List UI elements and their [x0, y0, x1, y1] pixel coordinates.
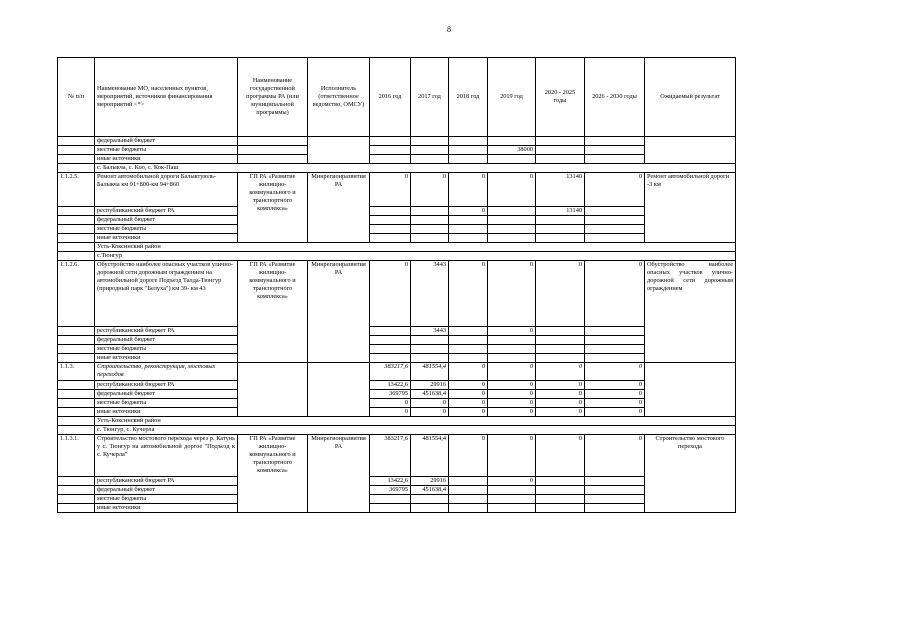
table-row [58, 345, 736, 354]
table-row [58, 408, 736, 417]
cell-value: 0 [536, 435, 585, 477]
cell-value: 29916 [411, 381, 449, 390]
cell-value: 0 [449, 399, 488, 408]
header-program: Наименование государственной программы РА (или муниципальной программы) [238, 58, 308, 137]
row-label: иные источники [95, 354, 238, 363]
row-label: федеральный бюджет [95, 336, 238, 345]
row-label: местные бюджеты [95, 495, 238, 504]
table-row [58, 354, 736, 363]
table-row [58, 399, 736, 408]
cell-value: 0 [449, 363, 488, 381]
cell-value: 0 [488, 390, 536, 399]
location-label: с. Балыкча, с. Коо, с. Кок-Паш [95, 164, 736, 173]
item-name: Строительство, реконструкция, мостовых переходов [95, 363, 238, 381]
item-executor: Минрегионразвития РА [308, 435, 370, 513]
header-2020-2025: 2020 - 2025 годы [536, 58, 585, 137]
table-row [58, 504, 736, 513]
table-row [58, 216, 736, 225]
cell-value: 481554,4 [411, 363, 449, 381]
cell-value: 3443 [411, 261, 449, 327]
cell-value: 0 [585, 435, 645, 477]
cell-value: 0 [370, 173, 411, 207]
district-row [58, 243, 736, 252]
cell-value: 0 [585, 399, 645, 408]
row-label: иные источники [95, 504, 238, 513]
item-program: ГП РА «Развитие жилищно-коммунального и транспортного комплекса» [238, 435, 308, 513]
table-row [58, 137, 736, 146]
table-row [58, 225, 736, 234]
table-row [58, 234, 736, 243]
cell-value: 0 [449, 390, 488, 399]
row-label: республиканский бюджет РА [95, 381, 238, 390]
cell-value: 13422,6 [370, 381, 411, 390]
item-result: Обустройство наиболее опасных участков улично-дорожной сети дорожным ограждением [645, 261, 736, 363]
table-row [58, 327, 736, 336]
item-result: Строительство мостового перехода [645, 435, 736, 513]
row-label: иные источники [95, 155, 238, 164]
table-row [58, 495, 736, 504]
header-2016: 2016 год [370, 58, 411, 137]
cell-value: 0 [536, 261, 585, 327]
location-label: с.Тюнгур [95, 252, 736, 261]
district-label: Усть-Коксинский район [95, 417, 736, 426]
cell-value: 29916 [411, 477, 449, 486]
cell-value: 0 [488, 381, 536, 390]
cell-value: 0 [488, 408, 536, 417]
location-row [58, 164, 736, 173]
cell-value: 0 [449, 207, 488, 216]
program-table [57, 57, 736, 513]
cell-value: 0 [449, 261, 488, 327]
table-row [58, 381, 736, 390]
cell-value: 0 [536, 363, 585, 381]
table-row [58, 390, 736, 399]
cell-value: 369795 [370, 390, 411, 399]
cell-value: 383217,6 [370, 363, 411, 381]
location-label: с. Тюнгур, с. Кучерла [95, 426, 736, 435]
header-2018: 2018 год [449, 58, 488, 137]
row-label: местные бюджеты [95, 146, 238, 155]
cell-value: 0 [585, 261, 645, 327]
item-name: Строительство мостового перехода через р. Катунь у с. Тюнгур на автомобильной доргое "Подъезд к с. Кучерла" [95, 435, 238, 477]
cell-value: 369795 [370, 486, 411, 495]
table-row [58, 261, 736, 327]
cell-value: 451638,4 [411, 486, 449, 495]
header-num: № п/п [58, 58, 95, 137]
cell-value: 0 [536, 408, 585, 417]
header-result: Ожидаемый результат [645, 58, 736, 137]
row-label: иные источники [95, 408, 238, 417]
table-row [58, 477, 736, 486]
cell-value: 0 [488, 477, 536, 486]
header-2019: 2019 год [488, 58, 536, 137]
cell-value: 0 [585, 408, 645, 417]
cell-value: 0 [449, 173, 488, 207]
item-number: 1.1.3. [58, 363, 95, 381]
cell-value: 13140 [536, 207, 585, 216]
table-row [58, 173, 736, 207]
row-label: местные бюджеты [95, 345, 238, 354]
item-number: 1.1.2.6. [58, 261, 95, 327]
row-label: республиканский бюджет РА [95, 477, 238, 486]
item-program: ГП РА «Развитие жилищно-коммунального и транспортного комплекса» [238, 173, 308, 243]
item-number: 1.1.2.5. [58, 173, 95, 207]
cell-value: 0 [585, 173, 645, 207]
cell-value: 0 [488, 173, 536, 207]
cell-value: 0 [411, 399, 449, 408]
district-label: Усть-Коксинский район [95, 243, 736, 252]
cell-value: 0 [536, 390, 585, 399]
cell-value: 0 [585, 381, 645, 390]
item-program: ГП РА «Развитие жилищно-коммунального и транспортного комплекса» [238, 261, 308, 363]
cell-value: 3443 [411, 327, 449, 336]
cell-value: 0 [411, 408, 449, 417]
row-label: республиканский бюджет РА [95, 207, 238, 216]
cell-value: 38000 [488, 146, 536, 155]
district-row [58, 417, 736, 426]
item-name: Ремонт автомобильной дороги Балыктуюль-Балыкча км 91+800-км 94+860 [95, 173, 238, 207]
location-row [58, 252, 736, 261]
page-number: 8 [447, 25, 451, 34]
cell-value: 0 [449, 435, 488, 477]
row-label: федеральный бюджет [95, 216, 238, 225]
table-row [58, 207, 736, 216]
cell-value: 0 [488, 261, 536, 327]
row-label: федеральный бюджет [95, 137, 238, 146]
row-label: иные источники [95, 234, 238, 243]
cell-value: 0 [536, 381, 585, 390]
header-executor: Исполнитель (ответственное ведомство, ОМСУ) [308, 58, 370, 137]
cell-value: 0 [449, 408, 488, 417]
table-row [58, 363, 736, 381]
cell-value: 0 [488, 399, 536, 408]
cell-value: 0 [488, 363, 536, 381]
cell-value: 0 [585, 390, 645, 399]
cell-value: 0 [370, 408, 411, 417]
cell-value: 0 [411, 173, 449, 207]
row-label: федеральный бюджет [95, 486, 238, 495]
item-executor: Минрегионразвития РА [308, 261, 370, 363]
row-label: федеральный бюджет [95, 390, 238, 399]
table-row [58, 435, 736, 477]
header-2026-2030: 2026 - 2030 годы [585, 58, 645, 137]
cell-value: 481554,4 [411, 435, 449, 477]
item-number: 1.1.3.1. [58, 435, 95, 477]
location-row [58, 426, 736, 435]
cell-value: 0 [370, 399, 411, 408]
table-row [58, 146, 736, 155]
cell-value: 0 [488, 327, 536, 336]
cell-value: 383217,6 [370, 435, 411, 477]
row-label: местные бюджеты [95, 225, 238, 234]
table-row [58, 486, 736, 495]
cell-value: 13140 [536, 173, 585, 207]
header-2017: 2017 год [411, 58, 449, 137]
cell-value: 0 [370, 261, 411, 327]
cell-value: 0 [488, 435, 536, 477]
item-executor: Минрегионразвития РА [308, 173, 370, 243]
table-row [58, 155, 736, 164]
cell-value: 451638,4 [411, 390, 449, 399]
header-row [58, 58, 736, 137]
cell-value: 0 [585, 363, 645, 381]
item-result: Ремонт автомобильной дороги -3 км [645, 173, 736, 243]
header-name: Наименование МО, населенных пунктов, мероприятий, источников финансирования мероприятий <*> [95, 58, 238, 137]
cell-value: 0 [536, 399, 585, 408]
table-row [58, 336, 736, 345]
cell-value: 0 [449, 381, 488, 390]
row-label: местные бюджеты [95, 399, 238, 408]
item-name: Обустройство наиболее опасных участков улично-дорожной сети дорожным ограждением на автомобильной дороге Подъезд Талда-Тюнгур (природный парк "Белуха") км 39- км 43 [95, 261, 238, 327]
cell-value: 13422,6 [370, 477, 411, 486]
row-label: республиканский бюджет РА [95, 327, 238, 336]
